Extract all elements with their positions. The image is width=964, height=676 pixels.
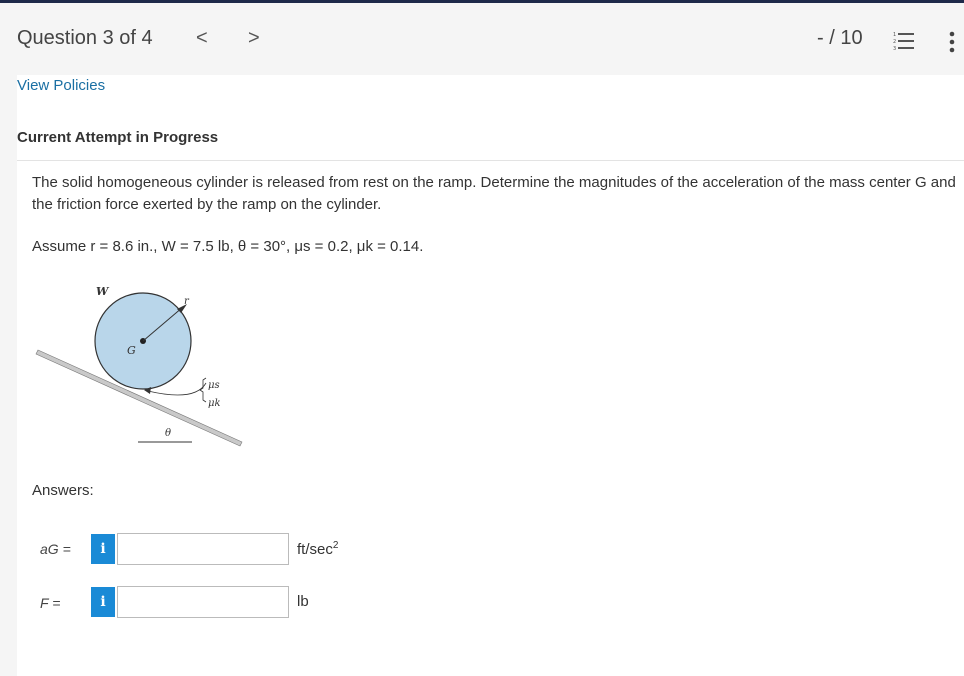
- mass-center-label: G: [127, 344, 136, 357]
- svg-text:2: 2: [893, 39, 897, 45]
- question-text: The solid homogeneous cylinder is released from rest on the ramp. Determine the magnitudes of the acceleration of the mass center G and the friction force exerted by the ramp on the cylinder.: [32, 174, 956, 213]
- radius-label: r: [184, 296, 189, 307]
- mu-brace: [200, 378, 206, 402]
- previous-question-button[interactable]: <: [196, 27, 208, 49]
- section-divider: [17, 160, 964, 161]
- next-question-button[interactable]: >: [248, 27, 260, 49]
- cylinder-ramp-figure: [30, 280, 260, 450]
- info-icon[interactable]: i: [91, 534, 115, 564]
- more-vertical-icon[interactable]: [946, 31, 958, 53]
- friction-force-label: F =: [40, 595, 61, 611]
- theta-label: θ: [165, 428, 172, 439]
- attempt-status: Current Attempt in Progress: [17, 129, 219, 146]
- info-icon[interactable]: i: [91, 587, 115, 617]
- weight-label: W: [96, 285, 109, 298]
- friction-force-unit: lb: [297, 593, 309, 610]
- acceleration-input[interactable]: [117, 533, 289, 565]
- acceleration-label: aG =: [40, 541, 71, 557]
- view-policies-link[interactable]: View Policies: [17, 77, 106, 94]
- static-friction-label: μs: [208, 380, 220, 391]
- svg-text:1: 1: [893, 32, 897, 38]
- list-icon[interactable]: [893, 31, 915, 51]
- friction-force-input[interactable]: [117, 586, 289, 618]
- score-display: - / 10: [817, 27, 863, 49]
- question-title: Question 3 of 4: [17, 27, 153, 49]
- svg-text:3: 3: [893, 46, 897, 51]
- answers-label: Answers:: [32, 482, 94, 499]
- question-header: [0, 3, 964, 75]
- kinetic-friction-label: μk: [208, 398, 221, 409]
- assumptions-text: Assume r = 8.6 in., W = 7.5 lb, θ = 30°, μs = 0.2, μk = 0.14.: [32, 238, 424, 255]
- acceleration-unit: $ft/\sec^2$: [297, 540, 339, 558]
